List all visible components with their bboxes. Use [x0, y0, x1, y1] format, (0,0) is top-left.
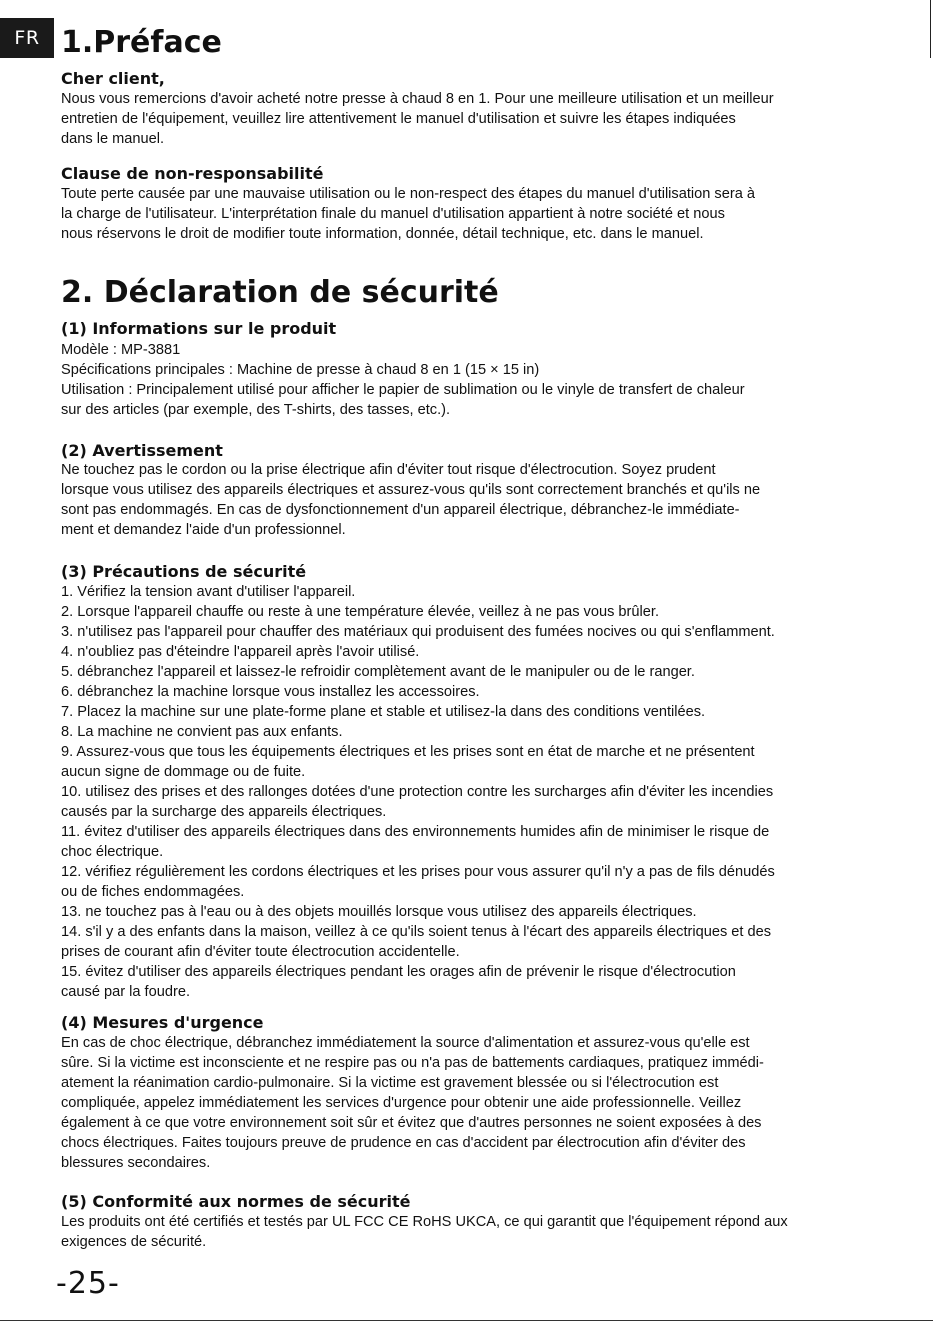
list-item: 9. Assurez-vous que tous les équipements électriques et les prises sont en état de marche et ne présentent [61, 744, 755, 760]
text-line: compliquée, appelez immédiatement les services d'urgence pour obtenir une aide professionnelle. Veillez [61, 1095, 742, 1111]
text-line: blessures secondaires. [61, 1155, 211, 1171]
list-item: 14. s'il y a des enfants dans la maison, veillez à ce qu'ils soient tenus à l'écart des appareils électriques et des [61, 924, 772, 940]
compliance-text [61, 1212, 881, 1252]
list-item: 13. ne touchez pas à l'eau ou à des objets mouillés lorsque vous utilisez des appareils électriques. [61, 904, 697, 920]
text-line: nous réservons le droit de modifier toute information, donnée, détail technique, etc. dans le manuel. [61, 226, 704, 242]
model-line: Modèle : MP-3881 [61, 342, 181, 358]
text-line: Les produits ont été certifiés et testés par UL FCC CE RoHS UKCA, ce qui garantit que l'équipement répond aux [61, 1214, 788, 1230]
warning-title: (2) Avertissement [61, 441, 223, 460]
preface-intro [61, 89, 881, 149]
emergency-text [61, 1033, 881, 1173]
product-info-title: (1) Informations sur le produit [61, 319, 337, 338]
text-line: également à ce que votre environnement soit sûr et évitez que d'autres personnes ne soient exposées à des [61, 1115, 762, 1131]
emergency-title: (4) Mesures d'urgence [61, 1013, 264, 1032]
list-item: 3. n'utilisez pas l'appareil pour chauffer des matériaux qui produisent des fumées nocives ou qui s'enflamment. [61, 624, 775, 640]
text-line: sont pas endommagés. En cas de dysfonctionnement d'un appareil électrique, débranchez-le immédiate- [61, 502, 740, 518]
list-item: 7. Placez la machine sur une plate-forme plane et stable et utilisez-la dans des conditions ventilées. [61, 704, 706, 720]
list-item: prises de courant afin d'éviter toute électrocution accidentelle. [61, 944, 460, 960]
list-item: 5. débranchez l'appareil et laissez-le refroidir complètement avant de le manipuler ou de le ranger. [61, 664, 695, 680]
compliance-title: (5) Conformité aux normes de sécurité [61, 1192, 411, 1211]
page-number: -25- [56, 1266, 120, 1301]
list-item: 2. Lorsque l'appareil chauffe ou reste à une température élevée, veillez à ne pas vous brûler. [61, 604, 659, 620]
preface-title: 1.Préface [61, 25, 222, 60]
disclaimer-text [61, 184, 881, 244]
list-item: 12. vérifiez régulièrement les cordons électriques et les prises pour vous assurer qu'il n'y a pas de fils dénudés [61, 864, 775, 880]
list-item: 4. n'oubliez pas d'éteindre l'appareil après l'avoir utilisé. [61, 644, 420, 660]
text-line: la charge de l'utilisateur. L'interprétation finale du manuel d'utilisation appartient à notre société et nous [61, 206, 725, 222]
usage-line: Utilisation : Principalement utilisé pour afficher le papier de sublimation ou le vinyle de transfert de chaleur [61, 382, 745, 398]
list-item: ou de fiches endommagées. [61, 884, 245, 900]
list-item: causés par la surcharge des appareils électriques. [61, 804, 387, 820]
product-info-text [61, 340, 881, 420]
usage-line: sur des articles (par exemple, des T-shirts, des tasses, etc.). [61, 402, 451, 418]
text-line: Nous vous remercions d'avoir acheté notre presse à chaud 8 en 1. Pour une meilleure utilisation et un meilleur [61, 91, 774, 107]
text-line: dans le manuel. [61, 131, 165, 147]
list-item: 1. Vérifiez la tension avant d'utiliser l'appareil. [61, 584, 356, 600]
greeting: Cher client, [61, 69, 165, 88]
list-item: 6. débranchez la machine lorsque vous installez les accessoires. [61, 684, 480, 700]
disclaimer-title: Clause de non-responsabilité [61, 164, 324, 183]
safety-title: 2. Déclaration de sécurité [61, 275, 499, 310]
list-item: 8. La machine ne convient pas aux enfants. [61, 724, 343, 740]
precautions-list [61, 582, 881, 1002]
list-item: aucun signe de dommage ou de fuite. [61, 764, 306, 780]
text-line: sûre. Si la victime est inconsciente et ne respire pas ou n'a pas de battements cardiaques, pratiquez immédi- [61, 1055, 764, 1071]
list-item: 11. évitez d'utiliser des appareils électriques dans des environnements humides afin de minimiser le risque de [61, 824, 770, 840]
list-item: choc électrique. [61, 844, 164, 860]
specs-line: Spécifications principales : Machine de presse à chaud 8 en 1 (15 × 15 in) [61, 362, 540, 378]
text-line: chocs électriques. Faites toujours preuve de prudence en cas d'accident par électrocution afin d'éviter des [61, 1135, 746, 1151]
text-line: entretien de l'équipement, veuillez lire attentivement le manuel d'utilisation et suivre les étapes indiquées [61, 111, 736, 127]
text-line: lorsque vous utilisez des appareils électriques et assurez-vous qu'ils sont correctement branchés et qu'ils ne [61, 482, 761, 498]
text-line: Toute perte causée par une mauvaise utilisation ou le non-respect des étapes du manuel d'utilisation sera à [61, 186, 755, 202]
list-item: 15. évitez d'utiliser des appareils électriques pendant les orages afin de prévenir le risque d'électrocution [61, 964, 736, 980]
list-item: causé par la foudre. [61, 984, 190, 1000]
text-line: exigences de sécurité. [61, 1234, 207, 1250]
text-line: Ne touchez pas le cordon ou la prise électrique afin d'éviter tout risque d'électrocution. Soyez prudent [61, 462, 716, 478]
list-item: 10. utilisez des prises et des rallonges dotées d'une protection contre les surcharges afin d'éviter les incendies [61, 784, 774, 800]
text-line: ment et demandez l'aide d'un professionnel. [61, 522, 346, 538]
page-edge-rule [930, 0, 931, 58]
text-line: atement la réanimation cardio-pulmonaire. Si la victime est gravement blessée ou si l'électrocution est [61, 1075, 719, 1091]
warning-text [61, 460, 881, 540]
precautions-title: (3) Précautions de sécurité [61, 562, 307, 581]
page-bottom-rule [0, 1320, 933, 1321]
text-line: En cas de choc électrique, débranchez immédiatement la source d'alimentation et assurez-vous qu'elle est [61, 1035, 750, 1051]
language-tab: FR [0, 18, 54, 58]
